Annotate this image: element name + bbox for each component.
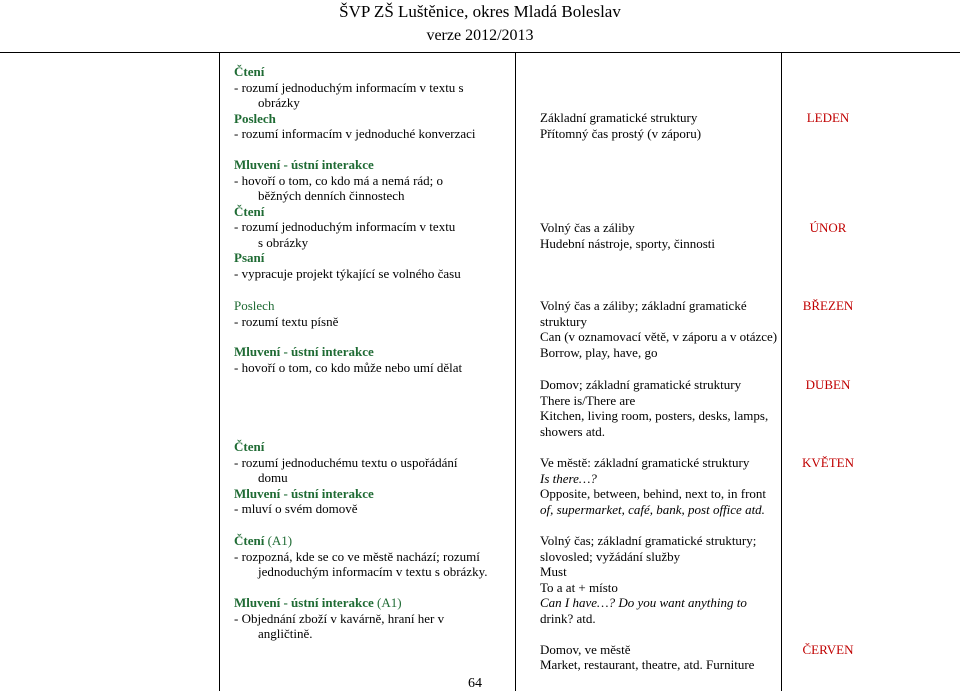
content-line: Can (v oznamovací větě, v záporu a v otázce) xyxy=(540,329,778,344)
column-divider xyxy=(515,52,516,691)
outcome-item-cont: jednoduchým informacím v textu s obrázky. xyxy=(258,564,488,579)
outcome-item: - hovoří o tom, co kdo může nebo umí dělat xyxy=(234,359,463,375)
outcome-heading: Mluvení - ústní interakce xyxy=(234,157,374,172)
header-rule xyxy=(0,52,960,53)
content-line: Market, restaurant, theatre, atd. Furniture xyxy=(540,657,755,672)
outcomes-cerven xyxy=(234,533,488,642)
outcomes-kveten xyxy=(234,439,457,517)
content-line: of, supermarket, café, bank, post office atd. xyxy=(540,501,765,517)
outcome-item: - rozumí jednoduchým informacím v textu xyxy=(234,219,456,234)
month-kveten: KVĚTEN xyxy=(802,455,854,470)
content-line: There is/There are xyxy=(540,392,636,408)
content-line: showers atd. xyxy=(540,423,605,439)
month-cerven: ČERVEN xyxy=(802,642,854,657)
content-line: Domov, ve městě xyxy=(540,641,631,657)
outcome-item: - vypracuje projekt týkající se volného času xyxy=(234,265,461,281)
document-title: ŠVP ZŠ Luštěnice, okres Mladá Boleslav xyxy=(339,2,621,21)
content-line: Volný čas a záliby; základní gramatické xyxy=(540,298,747,313)
content-line: Volný čas a záliby xyxy=(540,220,635,235)
outcome-heading: Čtení xyxy=(234,64,265,79)
month-brezen: BŘEZEN xyxy=(802,298,854,313)
outcome-item: - hovoří o tom, co kdo má a nemá rád; o xyxy=(234,172,444,188)
content-line: To a at + místo xyxy=(540,579,618,595)
outcome-item-cont: běžných denních činnostech xyxy=(258,188,405,203)
outcome-heading: Psaní xyxy=(234,250,265,265)
outcomes-unor xyxy=(234,157,461,281)
column-divider xyxy=(219,52,220,691)
outcome-item: - mluví o svém domově xyxy=(234,501,358,516)
outcomes-brezen xyxy=(234,298,462,375)
outcome-item-cont: s obrázky xyxy=(258,234,309,250)
month-leden: LEDEN xyxy=(806,110,850,125)
content-brezen xyxy=(540,298,777,360)
content-unor xyxy=(540,220,715,251)
outcome-heading: Čtení xyxy=(234,439,265,454)
outcome-heading: Čtení xyxy=(234,203,265,219)
outcome-item: - rozumí jednoduchým informacím v textu s xyxy=(234,79,464,95)
content-line: Hudební nástroje, sporty, činnosti xyxy=(540,235,715,251)
page-number: 64 xyxy=(468,676,482,691)
content-line: Kitchen, living room, posters, desks, lamps, xyxy=(540,408,769,423)
outcome-heading-level: (A1) xyxy=(373,595,402,610)
content-cerven xyxy=(540,533,756,673)
content-line: Domov; základní gramatické struktury xyxy=(540,377,742,392)
content-line: Volný čas; základní gramatické struktury; xyxy=(540,533,757,548)
document-version: verze 2012/2013 xyxy=(426,27,534,44)
outcome-heading: Čtení xyxy=(234,533,265,548)
spacer xyxy=(234,580,488,596)
outcome-heading: Mluvení - ústní interakce xyxy=(234,595,374,610)
content-line: Can I have…? Do you want anything to xyxy=(540,595,747,610)
month-duben: DUBEN xyxy=(805,377,851,392)
outcome-heading: Mluvení - ústní interakce xyxy=(234,344,374,359)
content-line: struktury xyxy=(540,313,587,329)
outcome-item: - Objednání zboží v kavárně, hraní her v xyxy=(234,610,445,626)
content-line: drink? atd. xyxy=(540,610,596,626)
content-line: Základní gramatické struktury xyxy=(540,110,698,125)
content-line: slovosled; vyžádání služby xyxy=(540,548,681,564)
outcome-item-cont: obrázky xyxy=(258,95,300,110)
content-line: Is there…? xyxy=(540,470,597,486)
outcome-item: - rozumí jednoduchému textu o uspořádání xyxy=(234,454,458,470)
content-line: Opposite, between, behind, next to, in front xyxy=(540,486,767,501)
outcome-item-cont: domu xyxy=(258,470,288,485)
month-unor: ÚNOR xyxy=(809,220,847,235)
content-line: Borrow, play, have, go xyxy=(540,344,658,360)
content-line: Must xyxy=(540,564,567,579)
outcome-heading: Poslech xyxy=(234,110,276,126)
outcome-item: - rozumí textu písně xyxy=(234,313,339,329)
outcome-item-cont: angličtině. xyxy=(258,626,313,641)
content-leden xyxy=(540,110,701,141)
content-duben xyxy=(540,377,768,439)
column-divider xyxy=(781,52,782,691)
outcome-item: - rozumí informacím v jednoduché konverzaci xyxy=(234,126,476,141)
spacer xyxy=(540,626,756,642)
outcome-heading: Poslech xyxy=(234,298,275,313)
outcome-item: - rozpozná, kde se co ve městě nachází; rozumí xyxy=(234,548,480,564)
content-line: Přítomný čas prostý (v záporu) xyxy=(540,125,702,141)
outcome-heading: Mluvení - ústní interakce xyxy=(234,485,374,501)
content-line: Ve městě: základní gramatické struktury xyxy=(540,455,750,470)
outcome-heading-level: (A1) xyxy=(264,533,293,548)
content-kveten xyxy=(540,455,766,517)
outcomes-leden xyxy=(234,64,476,142)
